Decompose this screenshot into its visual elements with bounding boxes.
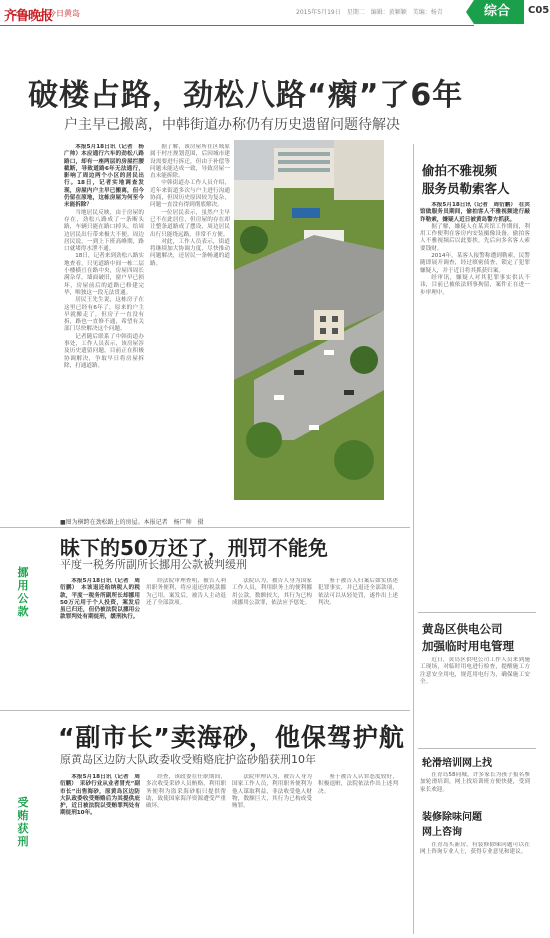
lead-paragraph: 本报5月18日讯（记者 杨广帅）本应通行六车的劲松八路路口，却有一座两层的房屋拦腰截断，导致道路6年无法通行，影响了周边两个小区的居民出行。18日，记者实地调查发现，房屋内户主早已搬离，但今仍留在原地，这栋房屋为何至今未能拆除？ [64,144,144,209]
sidebar-story3-body [420,772,530,804]
sidebar-paragraph: 2014年，某客人报警称遭到勒索，民警随即展开调查，经过缜密侦查，锁定了犯罪嫌疑人，并于近日将其抓获归案。 [420,253,530,274]
sidebar-story3-title: 轮滑培训网上找 [422,758,492,769]
story3-paragraph: 经查，该政委在任职期间，多次收受采砂人员贿赂，利用职务便利为盗采海砂船只提供帮助，致使国家海洋资源遭受严重破坏。 [146,774,226,810]
lead-paragraph: 中韩街道办工作人员介绍，近年来街道多次与户主进行沟通协商，但因历史原因较为复杂，问题一直没有得到彻底解决。 [150,180,230,209]
sidebar-paragraph: 经审讯，嫌疑人对其犯罪事实供认不讳，目前已被依法刑事拘留，案件正在进一步审理中。 [420,274,530,296]
section-separator [0,527,410,528]
section-separator [0,710,410,711]
story3-column-1 [60,774,140,932]
sidebar-separator [418,612,536,613]
story3-subheadline: 原黄岛区边防大队政委收受贿赂庇护盗砂船获刑10年 [60,753,316,766]
issue-meta: 2015年5月19日 星期二 编辑：黄颖颖 美编：杨青 [296,9,443,16]
story2-column-1 [60,578,140,703]
story2-paragraph: 经法院审理查明，被告人利用职务便利，将应退还的税款挪为己用。案发后，被告人主动退还了全部款项。 [146,578,226,606]
lead-column-2 [150,144,230,512]
page-number: C05 [528,5,550,16]
story2-column-4 [318,578,398,703]
story2-paragraph: 法院认为，被告人身为国家工作人员，利用职务上的便利挪用公款，数额较大，其行为已构成挪用公款罪，依法应予惩处。 [232,578,312,606]
sidebar-story2-body [420,657,530,742]
lead-paragraph: 一位居民表示，虽然户主早已不在此居住，但房屋的存在却让整条道路成了摆设，周边居民出行只能绕远路，非常不方便。 [150,209,230,238]
sidebar-paragraph: 近日，黄岛区供电公司工作人员来到施工现场，对临时用电进行检查，提醒施工方注意安全用电，规范用电行为，确保施工安全。 [420,657,530,685]
sidebar-paragraph: 本报5月18日讯（记者 周衍鹏） 在宾馆做服务员期间，偷拍客人不雅视频进行敲诈勒索，嫌疑人近日被黄岛警方抓获。 [420,202,530,223]
story3-paragraph: 鉴于被告人认罪态度较好，积极退赃，法院依法作出上述判决。 [318,774,398,795]
section-tab: 综合 [474,0,524,24]
sidebar-story2-title [422,621,514,655]
section-name: 今日黄岛 [48,9,80,18]
story2-section-label: 挪用公款 [17,566,29,618]
lead-paragraph: 对此，工作人员表示，街道将继续加大协调力度，尽快推动问题解决，还居民一条畅通的道路。 [150,238,230,267]
sidebar-story4-body [420,842,530,932]
sidebar-story4-title-line: 装修除味问题 [422,812,482,823]
sidebar-story1-body [420,202,530,602]
sidebar-story1-title-line: 偷拍不雅视频 [422,163,498,178]
sidebar-story2-title-line: 加强临时用电管理 [422,639,514,653]
sidebar-paragraph: 据了解，嫌疑人在某宾馆工作期间，利用工作便利在客房内安装摄像设备，偷拍客人不雅视频后以此要挟，先后向多名客人索要钱财。 [420,223,530,252]
story2-column-2 [146,578,226,703]
lead-paragraph: 当地居民反映，由于房屋的存在，劲松八路成了一条断头路，车辆只能在路口掉头，给周边居民出行带来极大不便。周边居民说，一到上下班高峰期，路口就堵得水泄不通。 [64,209,144,253]
lead-paragraph: 居民王先生说，这栋房子在这里已经有6年了，原来的户主早就搬走了，但房子一直没有拆，路也一直修不通，希望有关部门尽快解决这个问题。 [64,297,144,333]
sidebar-divider [413,144,414,934]
story3-paragraph: 法院审理认为，被告人身为国家工作人员，利用职务便利为他人谋取利益，非法收受他人财物，数额巨大，其行为已构成受贿罪。 [232,774,312,810]
lead-column-1 [64,144,144,512]
story3-column-2 [146,774,226,932]
story2-column-3 [232,578,312,703]
story2-headline: 昧下的50万还了，刑罚不能免 [60,536,328,560]
sidebar-story4-title [422,810,482,840]
lead-paragraph: 记者随后联系了中韩街道办事处，工作人员表示，该房屋涉及历史遗留问题，目前正在积极协调解决，争取早日将房屋拆除，打通道路。 [64,333,144,369]
sidebar-paragraph: 在青岛58同城，许多家长为孩子报名参加轮滑培训，网上找培训班方便快捷，受到家长欢迎。 [420,772,530,793]
sidebar-story4-title-line: 网上咨询 [422,827,462,838]
story3-section-label: 受贿获刑 [17,796,29,848]
photo-caption: ■图为横跨在劲松路上的房屋。本报记者 杨广帅 摄 [60,519,204,526]
story2-subheadline: 平度一税务所副所长挪用公款被判缓刑 [60,558,247,571]
sidebar-story1-title-line: 服务员勒索客人 [422,181,510,196]
lead-paragraph: 据了解，该房屋所在区域原属于村庄规划范围，后因城市建设需要进行拆迁，但由于补偿等问题未能达成一致，导致房屋一直未能拆除。 [150,144,230,180]
header-rule [0,25,474,26]
story3-paragraph: 本报5月18日讯（记者 周衍鹏） 采砂行业从业者冒充“副市长”出售海砂，原黄岛区边防大队政委收受贿赂后为其提供庇护，近日被法院以受贿罪判处有期徒刑10年。 [60,774,140,817]
sidebar-story1-title [422,162,510,198]
story2-paragraph: 本报5月18日讯（记者 周衍鹏） 本该退还给纳税人的税款，平度一税务所副所长却挪用50万元用于个人投资，案发后虽已归还，但仍被法院以挪用公款罪判处有期徒刑，缓刑执行。 [60,578,140,621]
story2-paragraph: 鉴于被告人归案后如实供述犯罪事实，并已退还全部款项，依法可以从轻处罚，遂作出上述判决。 [318,578,398,606]
story3-headline: “副市长”卖海砂，他保驾护航 [58,723,405,752]
lead-paragraph: 18日，记者来到劲松八路实地查看，只见道路中间一栋二层小楼横亘在路中央，房屋四周长满杂草，墙面破旧，窗户早已损坏，房屋前后的道路已修建完毕，唯独这一段无法贯通。 [64,253,144,296]
sidebar-story2-title-line: 黄岛区供电公司 [422,622,503,636]
page-header [0,0,550,26]
sidebar-separator [418,748,536,749]
story3-column-3 [232,774,312,932]
street-photo-illustration [234,140,384,500]
street-photo [234,140,384,500]
story3-column-4 [318,774,398,932]
lead-headline: 破楼占路，劲松八路“瘸”了6年 [28,78,464,113]
sidebar-paragraph: 在青岛买新房，有装修除味问题可以在网上咨询专业人士，获得专业意见和建议。 [420,842,530,856]
brand-logo: 齐鲁晚报 [4,9,53,24]
lead-subheadline: 户主早已搬离，中韩街道办称仍有历史遗留问题待解决 [64,117,400,133]
